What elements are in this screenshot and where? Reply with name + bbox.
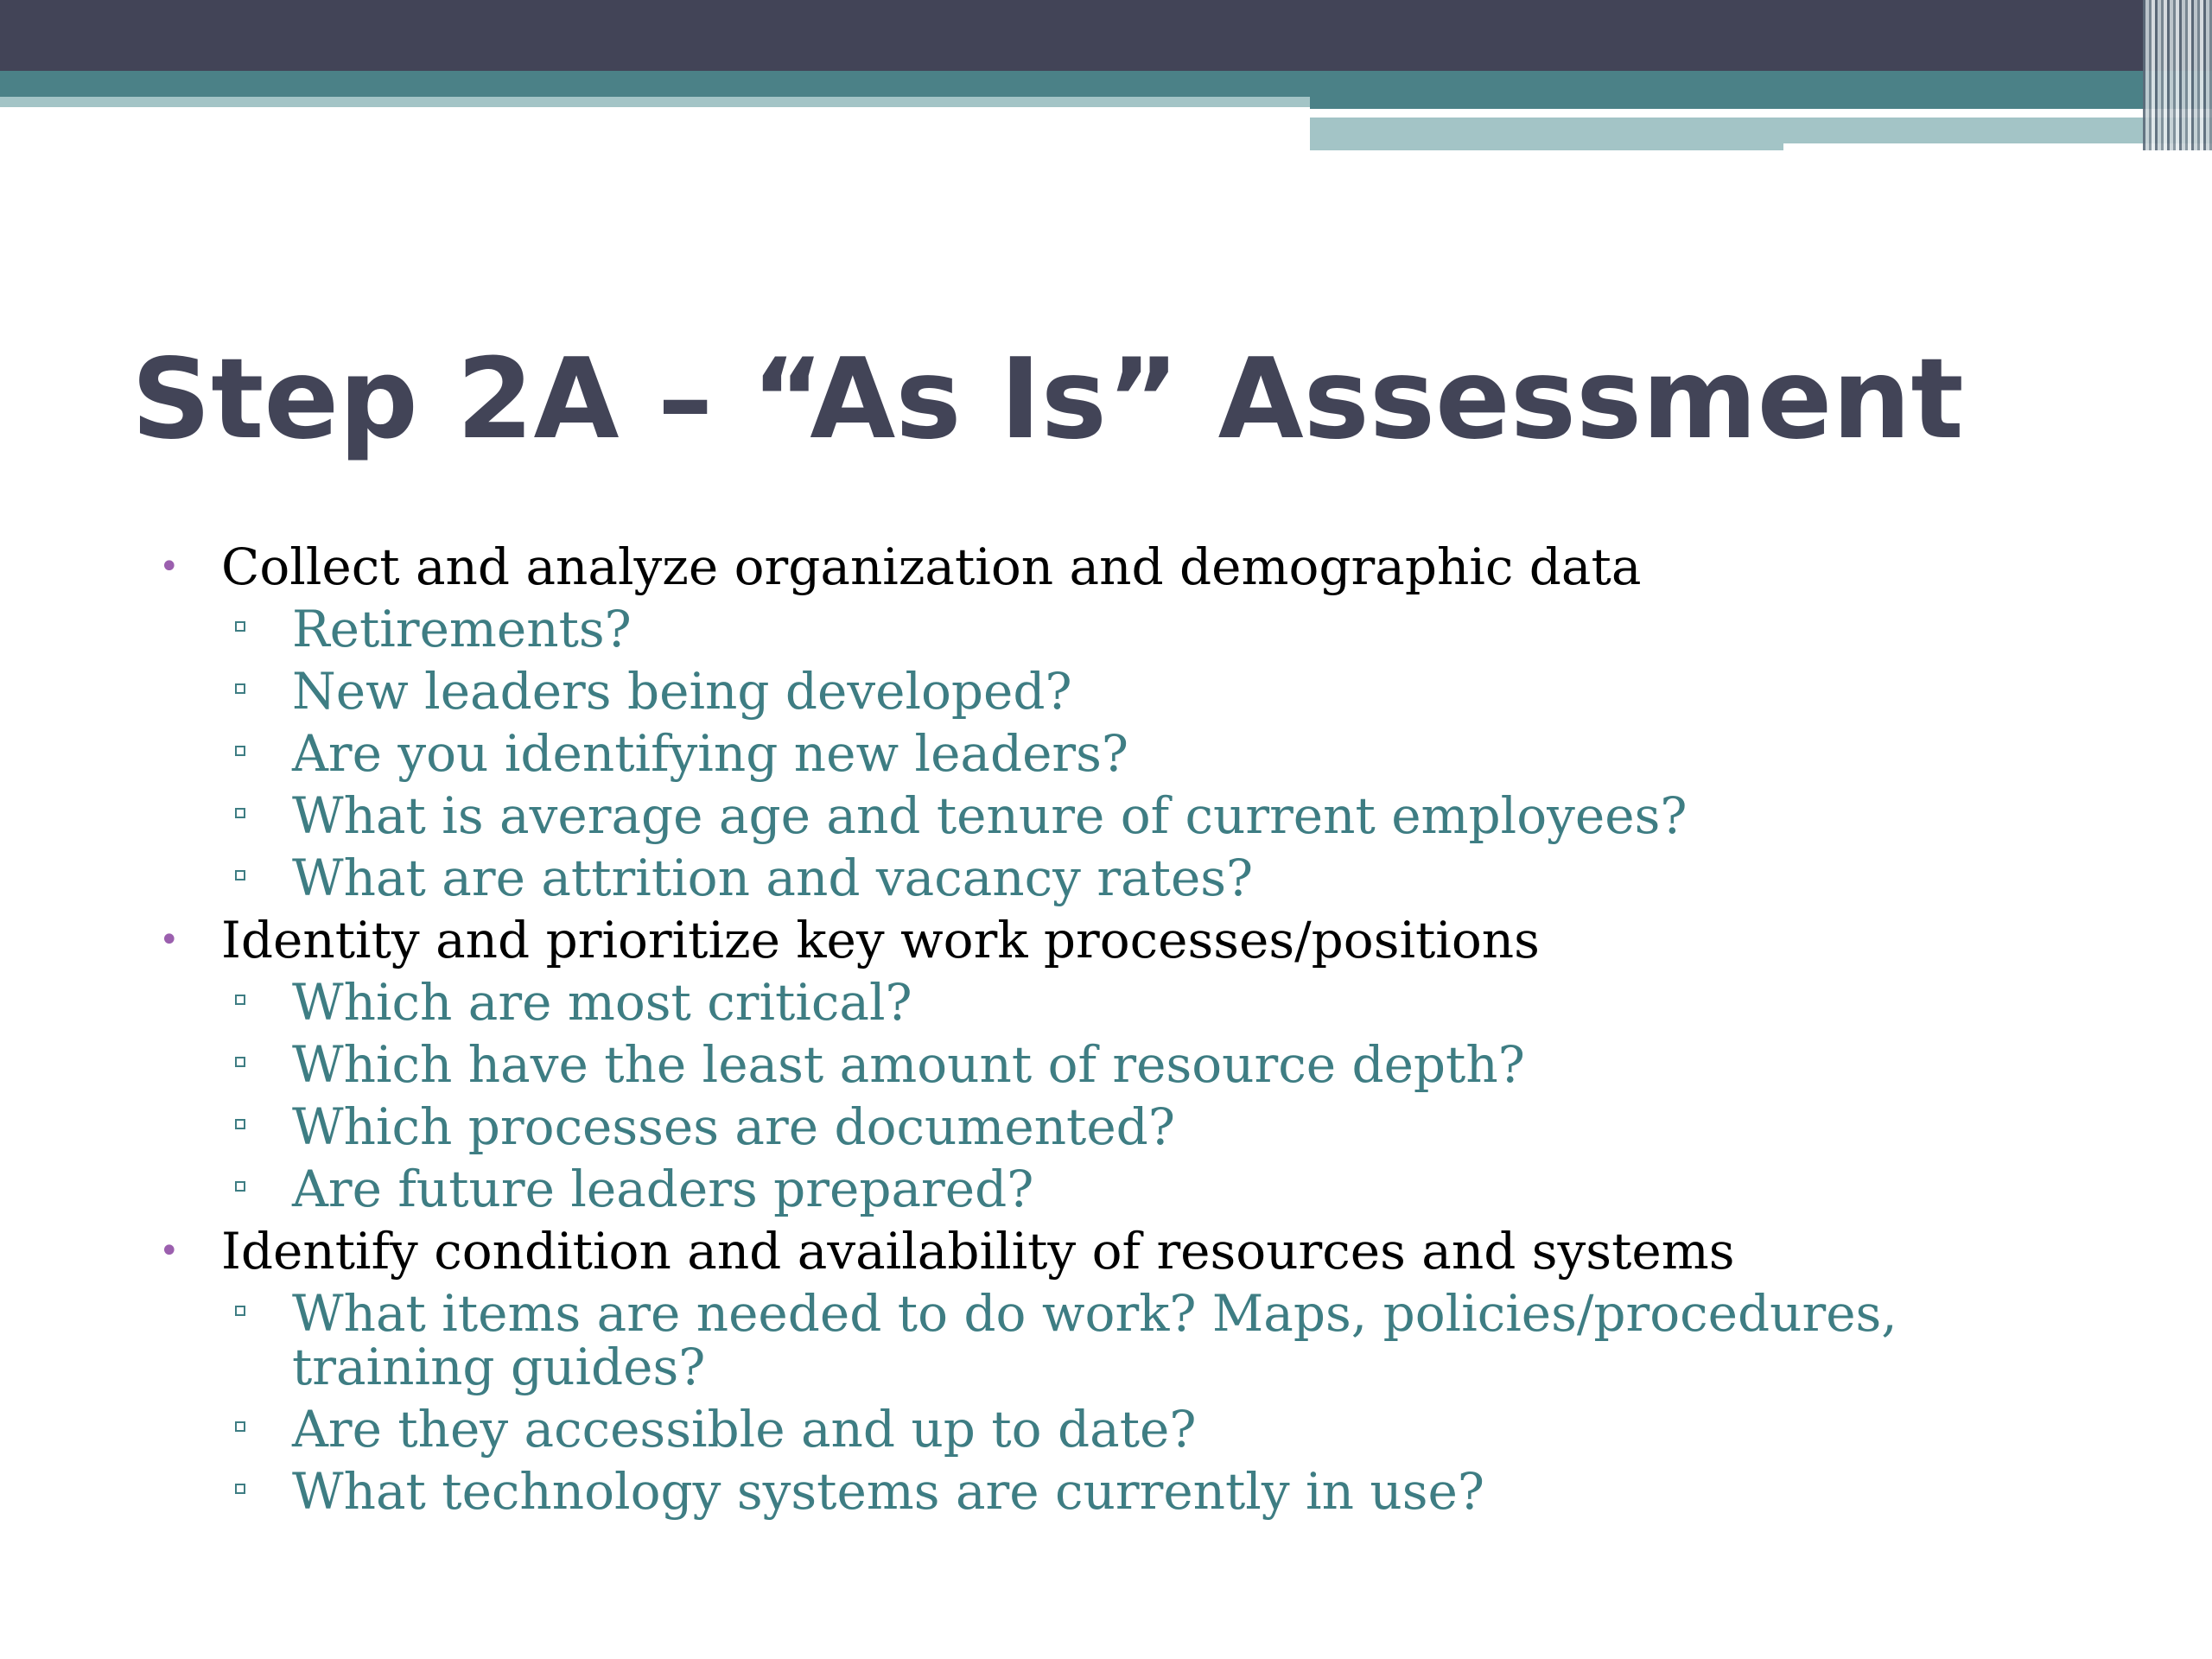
sub-bullet-text: What items are needed to do work? Maps, policies/procedures, training guides?	[292, 1284, 1897, 1396]
header-edge-stripes	[2143, 0, 2212, 150]
sub-bullet	[0, 1033, 2063, 1096]
slide-title: Step 2A – “As Is” Assessment	[131, 335, 1964, 464]
square-bullet-icon	[235, 683, 245, 694]
sub-bullet	[0, 1282, 2063, 1398]
bullet-dot-icon: •	[159, 920, 180, 960]
bullet-dot-icon: •	[159, 547, 180, 587]
sub-bullet-text: Are they accessible and up to date?	[292, 1400, 1197, 1459]
sub-bullet-text: Which have the least amount of resource depth?	[292, 1035, 1525, 1094]
square-bullet-icon	[235, 808, 245, 818]
sub-bullet-text: Are you identifying new leaders?	[292, 724, 1129, 783]
sub-bullet	[0, 1460, 2063, 1522]
square-bullet-icon	[235, 1181, 245, 1192]
sub-bullet-text: Are future leaders prepared?	[292, 1160, 1034, 1218]
sub-bullet-text: What are attrition and vacancy rates?	[292, 849, 1254, 907]
sub-bullet-text: Which are most critical?	[292, 973, 912, 1032]
bullet-dot-icon: •	[159, 1231, 180, 1271]
header-bar-light-step	[1310, 140, 1783, 150]
square-bullet-icon	[235, 870, 245, 880]
sub-bullet	[0, 598, 2063, 660]
square-bullet-icon	[235, 621, 245, 632]
main-bullet	[0, 1220, 2212, 1282]
sub-bullet-text: Which processes are documented?	[292, 1097, 1175, 1156]
square-bullet-icon	[235, 995, 245, 1005]
header-bar-teal-right	[1310, 71, 2212, 109]
sub-bullet	[0, 971, 2063, 1033]
main-bullet	[0, 909, 2212, 971]
header-white-line	[1310, 109, 2050, 118]
sub-bullet	[0, 1398, 2063, 1460]
main-bullet-text: Collect and analyze organization and demographic data	[221, 537, 1642, 596]
sub-bullet-text: What is average age and tenure of current employees?	[292, 786, 1688, 845]
sub-bullet	[0, 847, 2063, 909]
square-bullet-icon	[235, 1421, 245, 1432]
sub-bullet	[0, 1096, 2063, 1158]
sub-bullet-text: New leaders being developed?	[292, 662, 1072, 721]
sub-bullet	[0, 785, 2063, 847]
square-bullet-icon	[235, 1119, 245, 1129]
sub-bullet-text: What technology systems are currently in use?	[292, 1462, 1484, 1521]
square-bullet-icon	[235, 746, 245, 756]
square-bullet-icon	[235, 1057, 245, 1067]
sub-bullet	[0, 1158, 2063, 1220]
sub-bullet-text: Retirements?	[292, 600, 632, 658]
main-bullet-text: Identity and prioritize key work processes/positions	[221, 911, 1540, 969]
header-bar-dark	[0, 0, 2212, 71]
main-bullet	[0, 536, 2212, 598]
main-bullet-text: Identify condition and availability of resources and systems	[221, 1222, 1735, 1281]
header-bar-light	[0, 97, 1310, 107]
square-bullet-icon	[235, 1484, 245, 1494]
sub-bullet	[0, 722, 2063, 785]
header-bar-teal	[0, 71, 1310, 97]
square-bullet-icon	[235, 1306, 245, 1316]
bullet-list	[0, 536, 2212, 1522]
sub-bullet	[0, 660, 2063, 722]
